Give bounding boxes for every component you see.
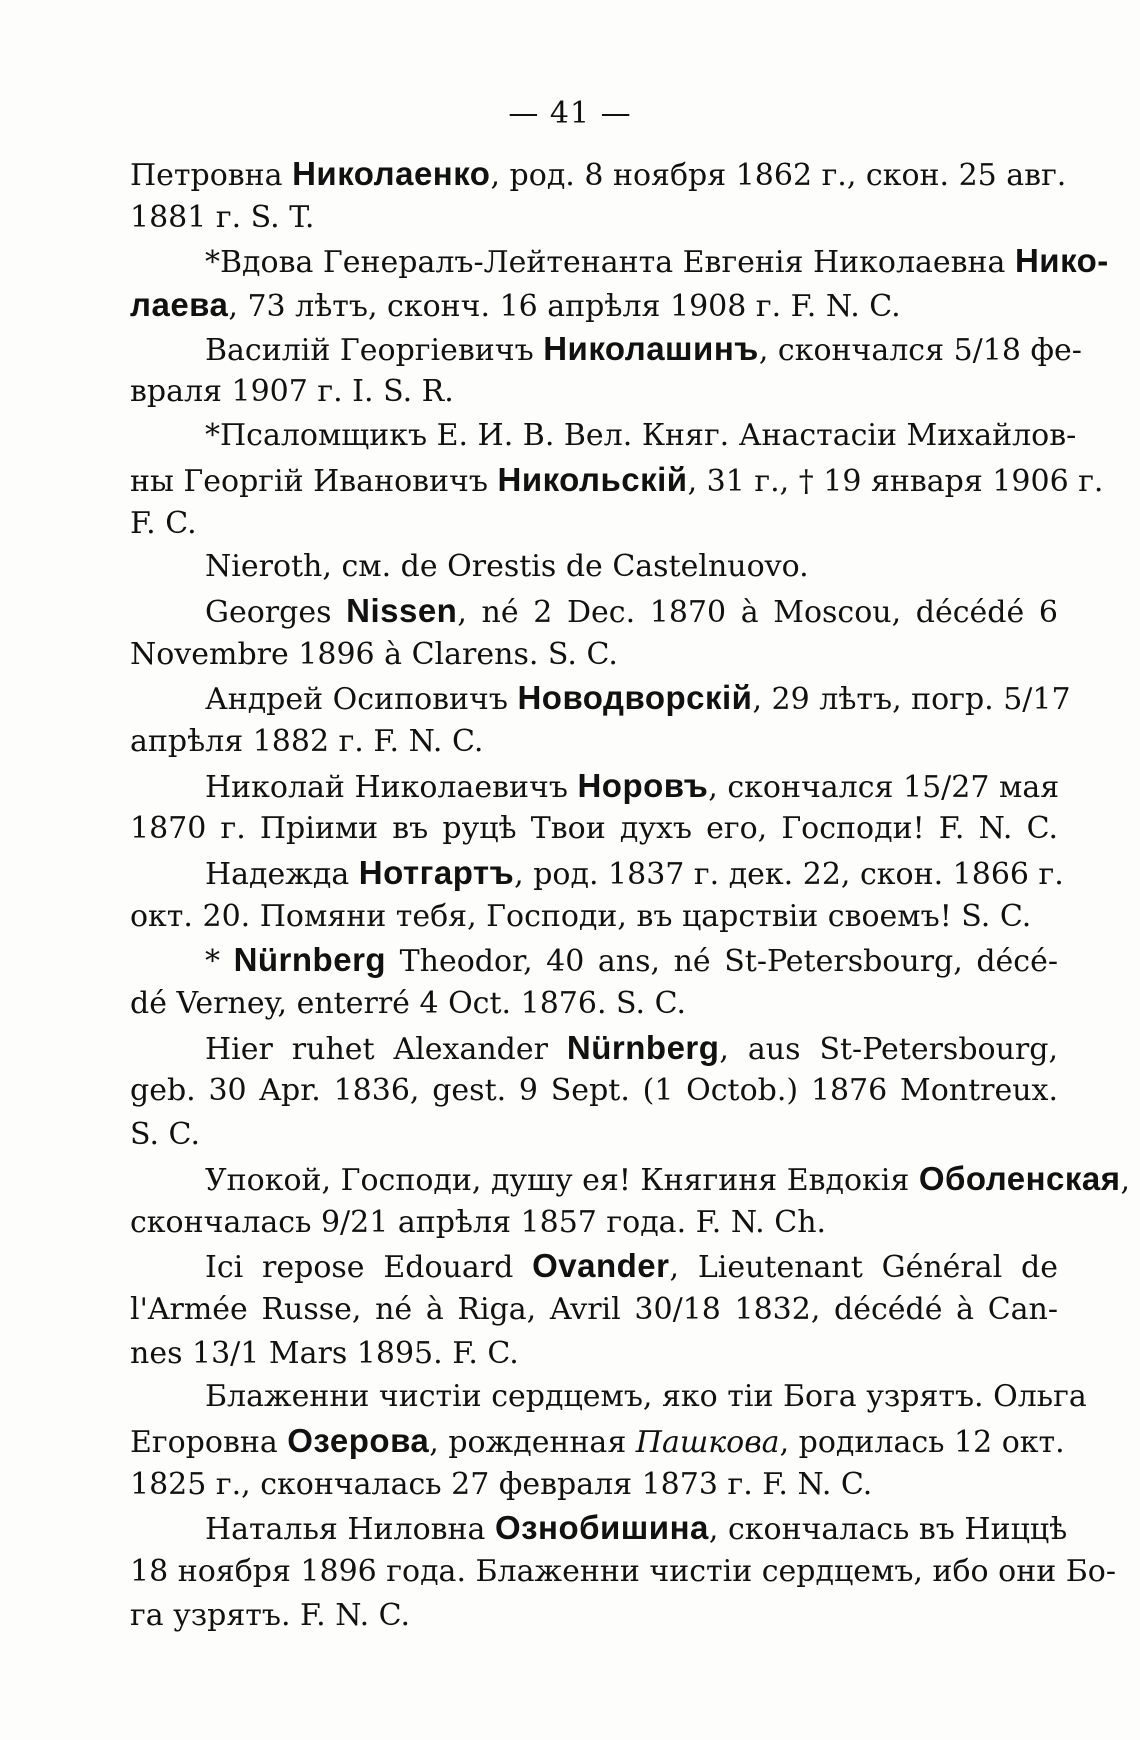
surname: лаева bbox=[130, 286, 229, 324]
surname: Ovander bbox=[532, 1247, 670, 1285]
text-line: *Вдова Генералъ-Лейтенанта Евгенія Николаевна Нико- bbox=[205, 242, 1109, 281]
text-line: Georges Nissen, né 2 Dec. 1870 à Moscou, décédé 6 bbox=[205, 591, 1058, 630]
surname: Николаенко bbox=[292, 155, 491, 192]
text-line: скончалась 9/21 апрѣля 1857 года. F. N. Ch. bbox=[130, 1204, 827, 1240]
surname: Ознобишина bbox=[494, 1509, 709, 1547]
text-line: nes 13/1 Mars 1895. F. C. bbox=[130, 1335, 519, 1371]
text-line: враля 1907 г. I. S. R. bbox=[130, 374, 454, 410]
surname: Озерова bbox=[287, 1421, 430, 1459]
page-number: — 41 — bbox=[508, 96, 632, 131]
surname: Nissen bbox=[346, 591, 458, 629]
text-line: 18 ноября 1896 года. Блаженни чистіи сердцемъ, ибо они Бо- bbox=[130, 1554, 1116, 1589]
text-line: Блаженни чистіи сердцемъ, яко тіи Бога узрятъ. Ольга bbox=[205, 1379, 1087, 1415]
surname: Оболенская bbox=[918, 1159, 1121, 1197]
text-line: 1881 г. S. T. bbox=[130, 199, 315, 235]
maiden-name: Пашкова bbox=[635, 1424, 780, 1460]
text-line: Надежда Нотгартъ, род. 1837 г. дек. 22, скон. 1866 г. bbox=[205, 854, 1064, 892]
surname: Nürnberg bbox=[233, 941, 387, 979]
text-line: ны Георгій Ивановичъ Никольскій, 31 г., † 19 января 1906 г. bbox=[130, 460, 1104, 499]
text-line: Ici repose Edouard Ovander, Lieutenant Général de bbox=[205, 1247, 1058, 1286]
text-line: Hier ruhet Alexander Nürnberg, aus St-Petersbourg, bbox=[205, 1028, 1058, 1067]
surname: Новодворскій bbox=[517, 679, 753, 717]
text-line: Nieroth, см. de Orestis de Castelnuovo. bbox=[205, 549, 809, 585]
text-line: лаева, 73 лѣтъ, сконч. 16 апрѣля 1908 г. F. N. C. bbox=[130, 286, 901, 325]
text-line: окт. 20. Помяни тебя, Господи, въ царствіи своемъ! S. C. bbox=[130, 898, 1032, 934]
surname: Николашинъ bbox=[543, 329, 759, 367]
text-line: Андрей Осиповичъ Новодворскій, 29 лѣтъ, погр. 5/17 bbox=[205, 679, 1071, 718]
text-line: S. C. bbox=[130, 1117, 200, 1153]
text-line: Наталья Ниловна Ознобишина, скончалась въ Ниццѣ bbox=[205, 1509, 1068, 1548]
text-line: dé Verney, enterré 4 Oct. 1876. S. C. bbox=[130, 986, 687, 1022]
text-line: F. C. bbox=[130, 505, 197, 541]
text-line: 1825 г., скончалась 27 февраля 1873 г. F. N. C. bbox=[130, 1466, 873, 1502]
text-line: l'Armée Russe, né à Riga, Avril 30/18 1832, décédé à Can- bbox=[130, 1291, 1058, 1327]
surname: Никольскій bbox=[497, 460, 688, 498]
surname: Нотгартъ bbox=[358, 854, 515, 891]
text-line: Упокой, Господи, душу ея! Княгиня Евдокія Оболенская, bbox=[205, 1159, 1131, 1198]
text-line: Василій Георгіевичъ Николашинъ, скончался 5/18 фе- bbox=[205, 329, 1082, 368]
text-line: * Nürnberg Theodor, 40 ans, né St-Petersbourg, décé- bbox=[205, 941, 1058, 980]
text-line: Егоровна Озерова, рожденная Пашкова, родилась 12 окт. bbox=[130, 1421, 1065, 1460]
surname: Нико- bbox=[1014, 242, 1109, 280]
text-line: апрѣля 1882 г. F. N. C. bbox=[130, 723, 484, 759]
text-body bbox=[130, 152, 1131, 1637]
text-line: Николай Николаевичъ Норовъ, скончался 15/27 мая bbox=[205, 766, 1060, 805]
surname: Норовъ bbox=[577, 766, 709, 804]
text-line: Петровна Николаенко, род. 8 ноября 1862 г., скон. 25 авг. bbox=[130, 155, 1067, 193]
text-line: Novembre 1896 à Clarens. S. C. bbox=[130, 636, 618, 672]
surname: Nürnberg bbox=[566, 1028, 720, 1066]
text-line: geb. 30 Apr. 1836, gest. 9 Sept. (1 Octob.) 1876 Montreux. bbox=[130, 1073, 1058, 1109]
text-line: га узрятъ. F. N. C. bbox=[130, 1597, 411, 1633]
text-line: *Псаломщикъ Е. И. В. Вел. Княг. Анастасіи Михайлов- bbox=[205, 418, 1077, 454]
text-line: 1870 г. Пріими въ руцѣ Твои духъ его, Господи! F. N. C. bbox=[130, 811, 1058, 847]
